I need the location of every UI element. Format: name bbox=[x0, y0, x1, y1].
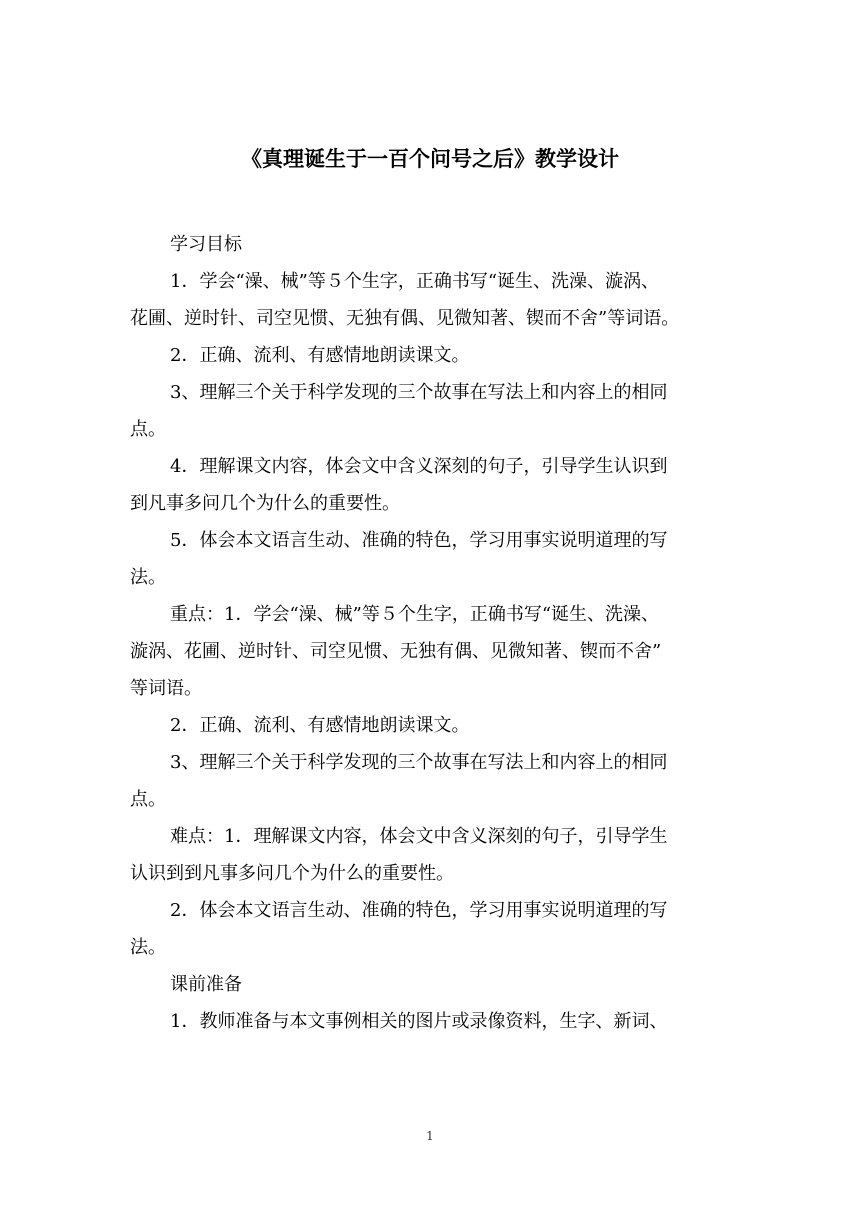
text-line: 难点：1．理解课文内容，体会文中含义深刻的句子，引导学生 bbox=[170, 826, 668, 847]
text-line: 5．体会本文语言生动、准确的特色，学习用事实说明道理的写 bbox=[170, 530, 668, 551]
page-number: 1 bbox=[426, 1129, 434, 1143]
text-line: 3、理解三个关于科学发现的三个故事在写法上和内容上的相同 bbox=[170, 382, 668, 403]
text-line: 法。 bbox=[130, 937, 166, 958]
text-line: 1．教师准备与本文事例相关的图片或录像资料，生字、新词、 bbox=[170, 1011, 668, 1032]
text-line: 2．正确、流利、有感情地朗读课文。 bbox=[170, 715, 470, 736]
text-line: 1．学会“澡、械”等５个生字，正确书写“诞生、洗澡、漩涡、 bbox=[170, 271, 660, 292]
document-body bbox=[130, 226, 730, 1040]
text-line: 学习目标 bbox=[170, 234, 242, 255]
text-line: 4．理解课文内容，体会文中含义深刻的句子，引导学生认识到 bbox=[170, 456, 668, 477]
text-line: 3、理解三个关于科学发现的三个故事在写法上和内容上的相同 bbox=[170, 752, 668, 773]
document-title: 《真理诞生于一百个问号之后》教学设计 bbox=[241, 146, 619, 171]
text-line: 认识到到凡事多问几个为什么的重要性。 bbox=[130, 863, 454, 884]
text-line: 到凡事多问几个为什么的重要性。 bbox=[130, 493, 400, 514]
text-line: 点。 bbox=[130, 789, 166, 810]
text-line: 2．正确、流利、有感情地朗读课文。 bbox=[170, 345, 470, 366]
text-line: 花圃、逆时针、司空见惯、无独有偶、见微知著、锲而不舍”等词语。 bbox=[130, 308, 680, 329]
text-line: 点。 bbox=[130, 419, 166, 440]
text-line: 法。 bbox=[130, 567, 166, 588]
text-line: 重点：1．学会“澡、械”等５个生字，正确书写“诞生、洗澡、 bbox=[170, 604, 660, 625]
text-line: 等词语。 bbox=[130, 678, 202, 699]
text-line: 2．体会本文语言生动、准确的特色，学习用事实说明道理的写 bbox=[170, 900, 668, 921]
text-line: 课前准备 bbox=[170, 974, 242, 995]
text-line: 漩涡、花圃、逆时针、司空见惯、无独有偶、见微知著、锲而不舍” bbox=[130, 641, 662, 662]
